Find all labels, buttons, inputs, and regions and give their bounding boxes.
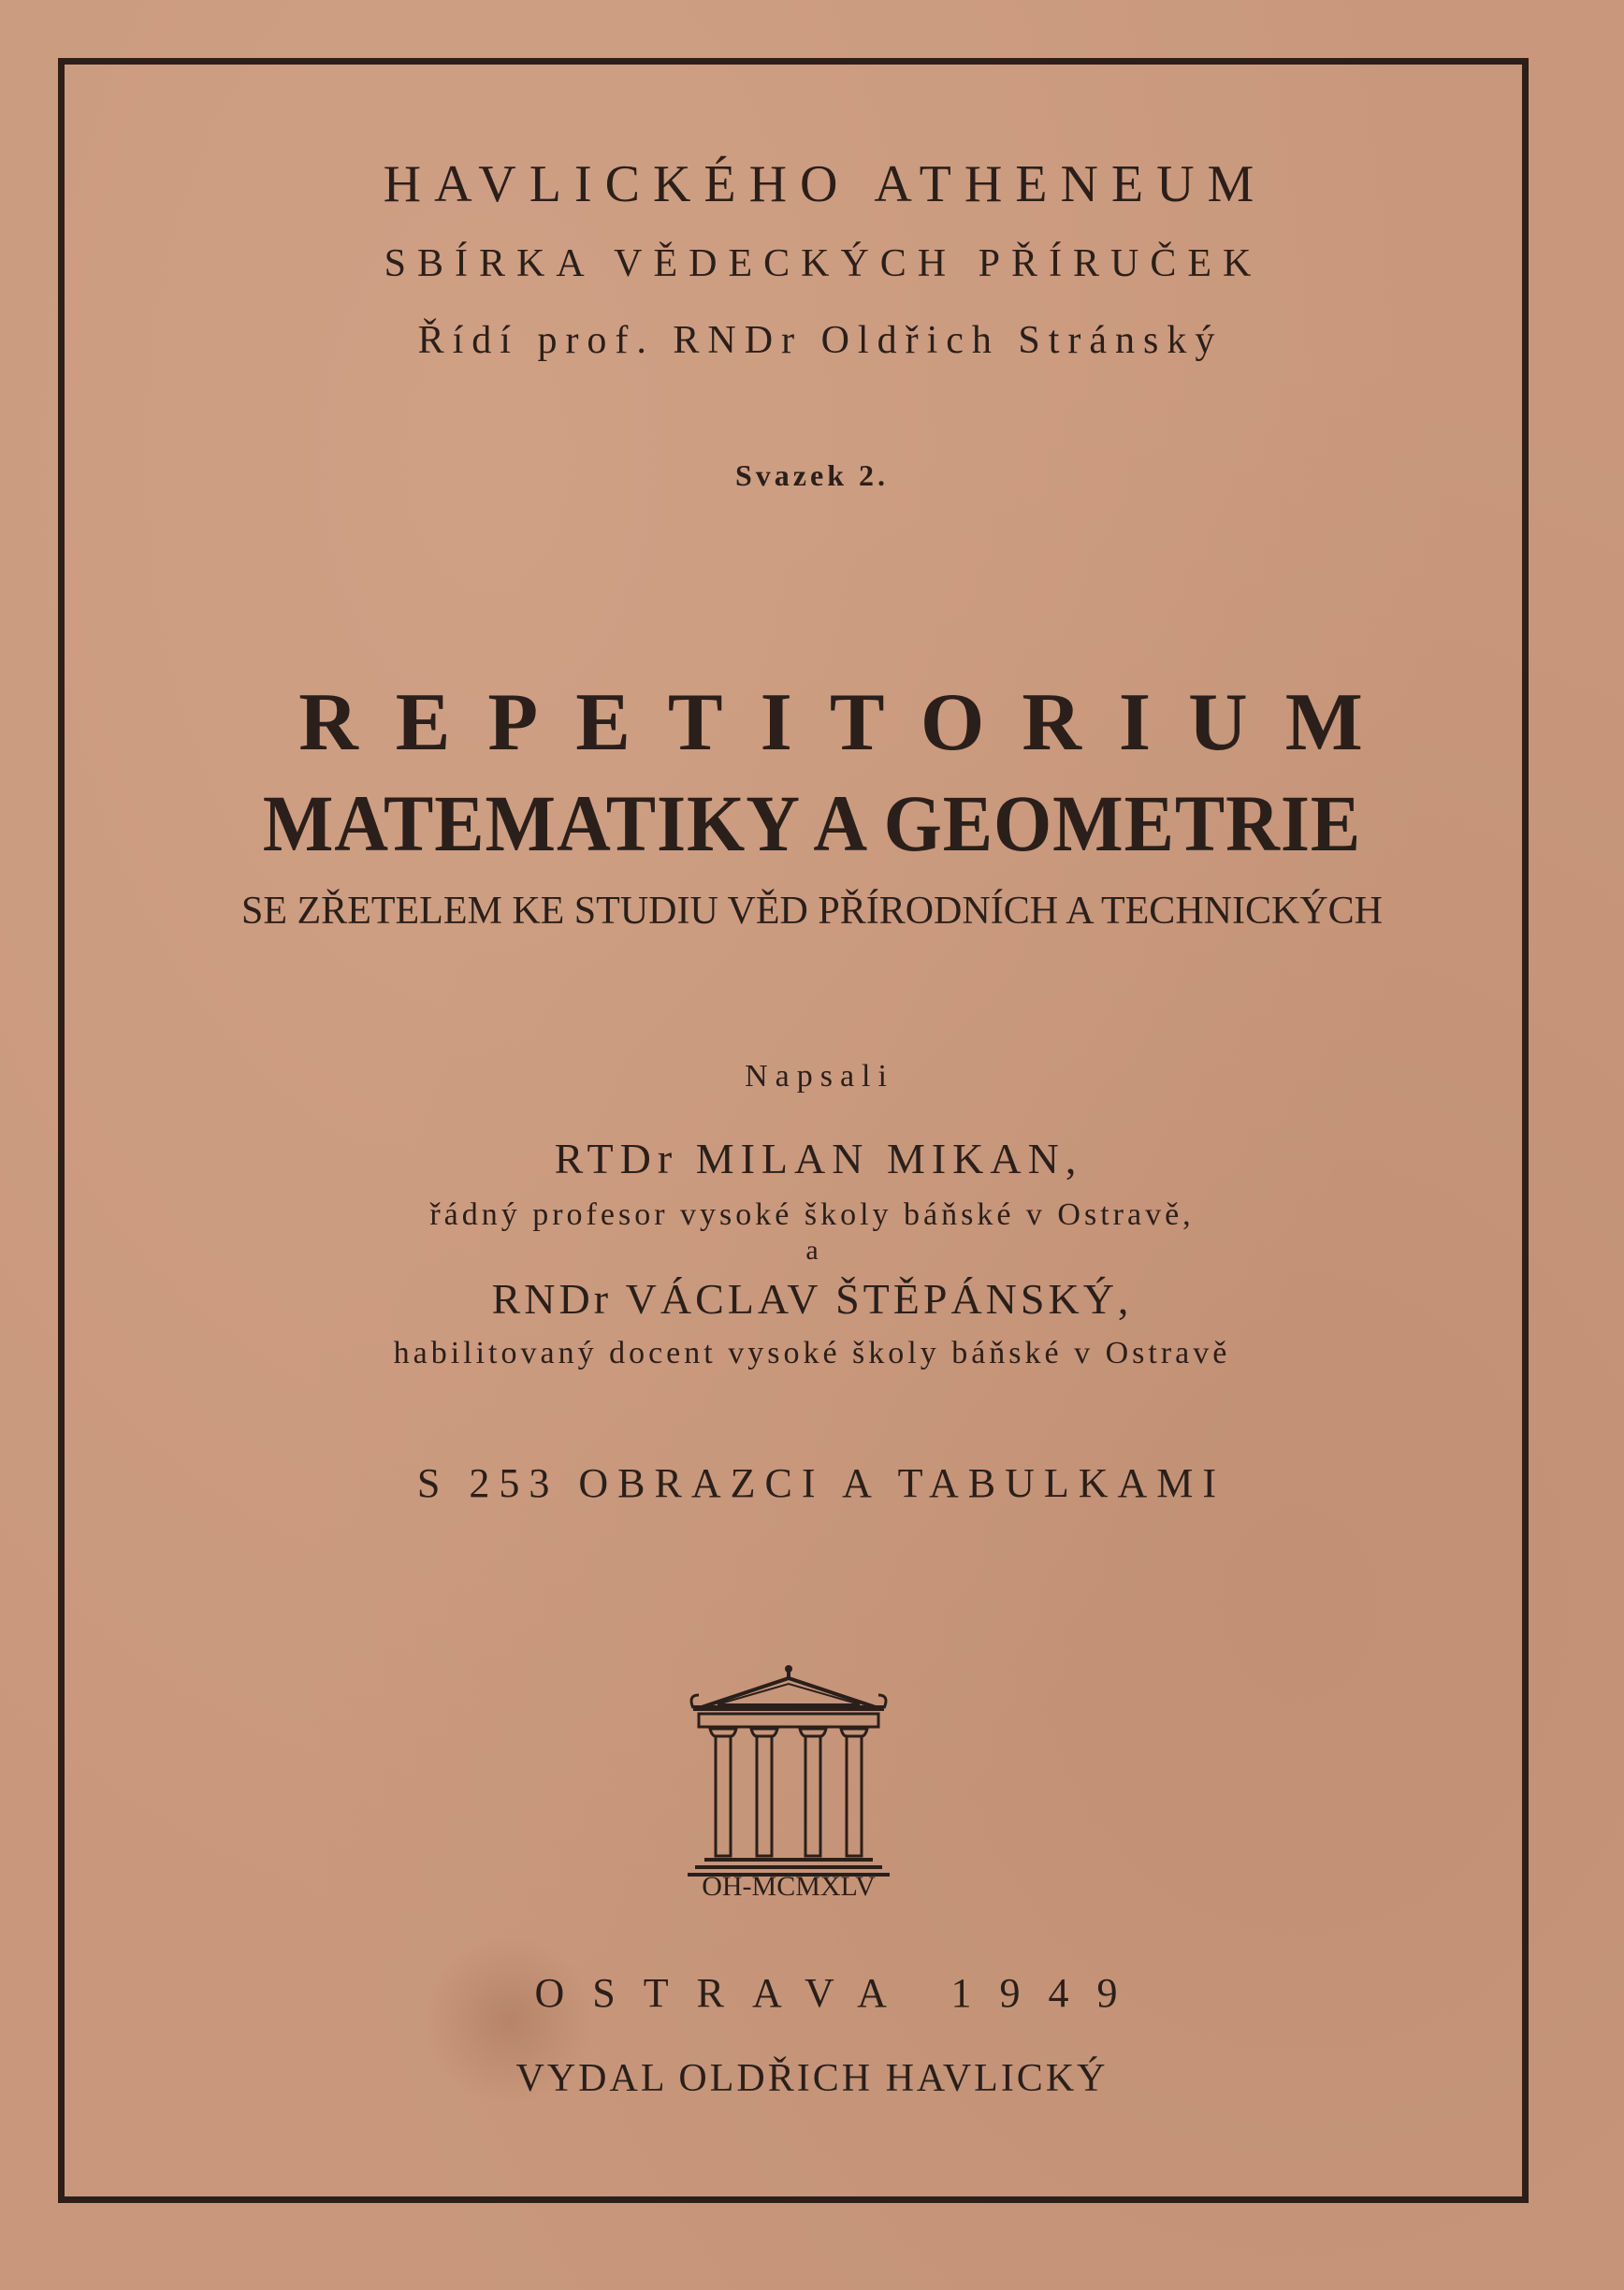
- series-title: HAVLICKÉHO ATHENEUM: [383, 155, 1268, 213]
- book-title-line1: REPETITORIUM: [298, 677, 1400, 768]
- book-title-line2: MATEMATIKY A GEOMETRIE: [262, 778, 1362, 868]
- author2-role: habilitovaný docent vysoké školy báňské v Ostravě: [393, 1336, 1231, 1370]
- authors-conjunction: a: [805, 1235, 819, 1266]
- figures-note: S 253 OBRAZCI A TABULKAMI: [416, 1460, 1226, 1506]
- imprint-publisher: VYDAL OLDŘICH HAVLICKÝ: [515, 2057, 1109, 2100]
- emblem-label: OH-MCMXLV: [702, 1871, 876, 1902]
- series-collection: SBÍRKA VĚDECKÝCH PŘÍRUČEK: [384, 242, 1263, 285]
- author1-name: RTDr MILAN MIKAN,: [554, 1135, 1083, 1182]
- book-subtitle: SE ZŘETELEM KE STUDIU VĚD PŘÍRODNÍCH A TECHNICKÝCH: [241, 890, 1383, 933]
- author2-name: RNDr VÁCLAV ŠTĚPÁNSKÝ,: [491, 1275, 1133, 1323]
- author1-role: řádný profesor vysoké školy báňské v Ostravě,: [429, 1197, 1195, 1232]
- authors-intro: Napsali: [745, 1059, 894, 1094]
- series-editor: Řídí prof. RNDr Oldřich Stránský: [417, 319, 1224, 362]
- imprint-city-year: OSTRAVA 1949: [534, 1970, 1146, 2016]
- volume-number: Svazek 2.: [735, 458, 889, 492]
